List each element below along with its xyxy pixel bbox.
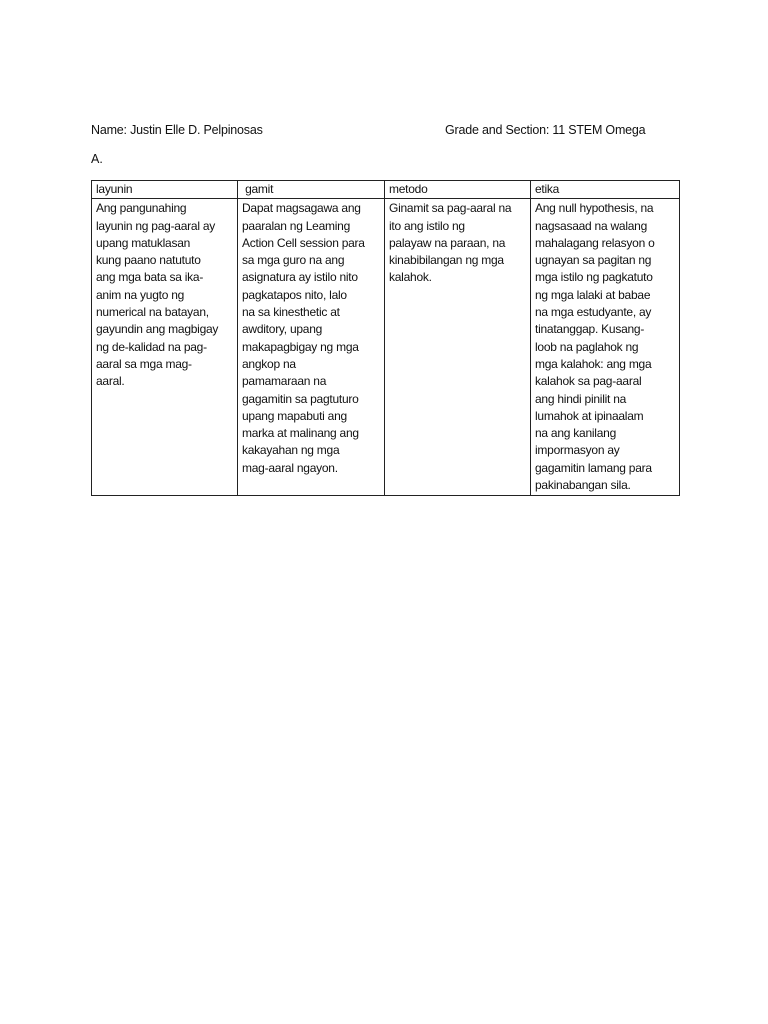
- cell-etika: Ang null hypothesis, na nagsasaad na walang mahalagang relasyon o ugnayan sa pagitan ng mga istilo ng pagkatuto ng mga lalaki at babae na mga estudyante, ay tinatanggap. Kusang- loob na paglahok ng mga kalahok: ang mga kalahok sa pag-aaral ang hindi pinilit na lumahok at ipinaalam na ang kanilang impormasyon ay gagamitin lamang para pakinabangan sila.: [531, 199, 680, 496]
- cell-metodo: Ginamit sa pag-aaral na ito ang istilo ng palayaw na paraan, na kinabibilangan ng mga kalahok.: [385, 199, 531, 496]
- student-name: Name: Justin Elle D. Pelpinosas: [91, 123, 263, 137]
- column-header-etika: etika: [531, 181, 680, 199]
- column-header-layunin: layunin: [92, 181, 238, 199]
- table-row: [92, 199, 680, 496]
- cell-layunin: Ang pangunahing layunin ng pag-aaral ay upang matuklasan kung paano natututo ang mga bata sa ika- anim na yugto ng numerical na batayan, gayundin ang magbigay ng de-kalidad na pag- aaral sa mga mag- aaral.: [92, 199, 238, 496]
- research-table: [91, 180, 680, 496]
- table-header-row: [92, 181, 680, 199]
- section-label: A.: [91, 152, 103, 166]
- column-header-metodo: metodo: [385, 181, 531, 199]
- column-header-gamit: gamit: [238, 181, 385, 199]
- grade-and-section: Grade and Section: 11 STEM Omega: [445, 123, 646, 137]
- cell-gamit: Dapat magsagawa ang paaralan ng Leaming Action Cell session para sa mga guro na ang asignatura ay istilo nito pagkatapos nito, lalo na sa kinesthetic at awditory, upang makapagbigay ng mga angkop na pamamaraan na gagamitin sa pagtuturo upang mapabuti ang marka at malinang ang kakayahan ng mga mag-aaral ngayon.: [238, 199, 385, 496]
